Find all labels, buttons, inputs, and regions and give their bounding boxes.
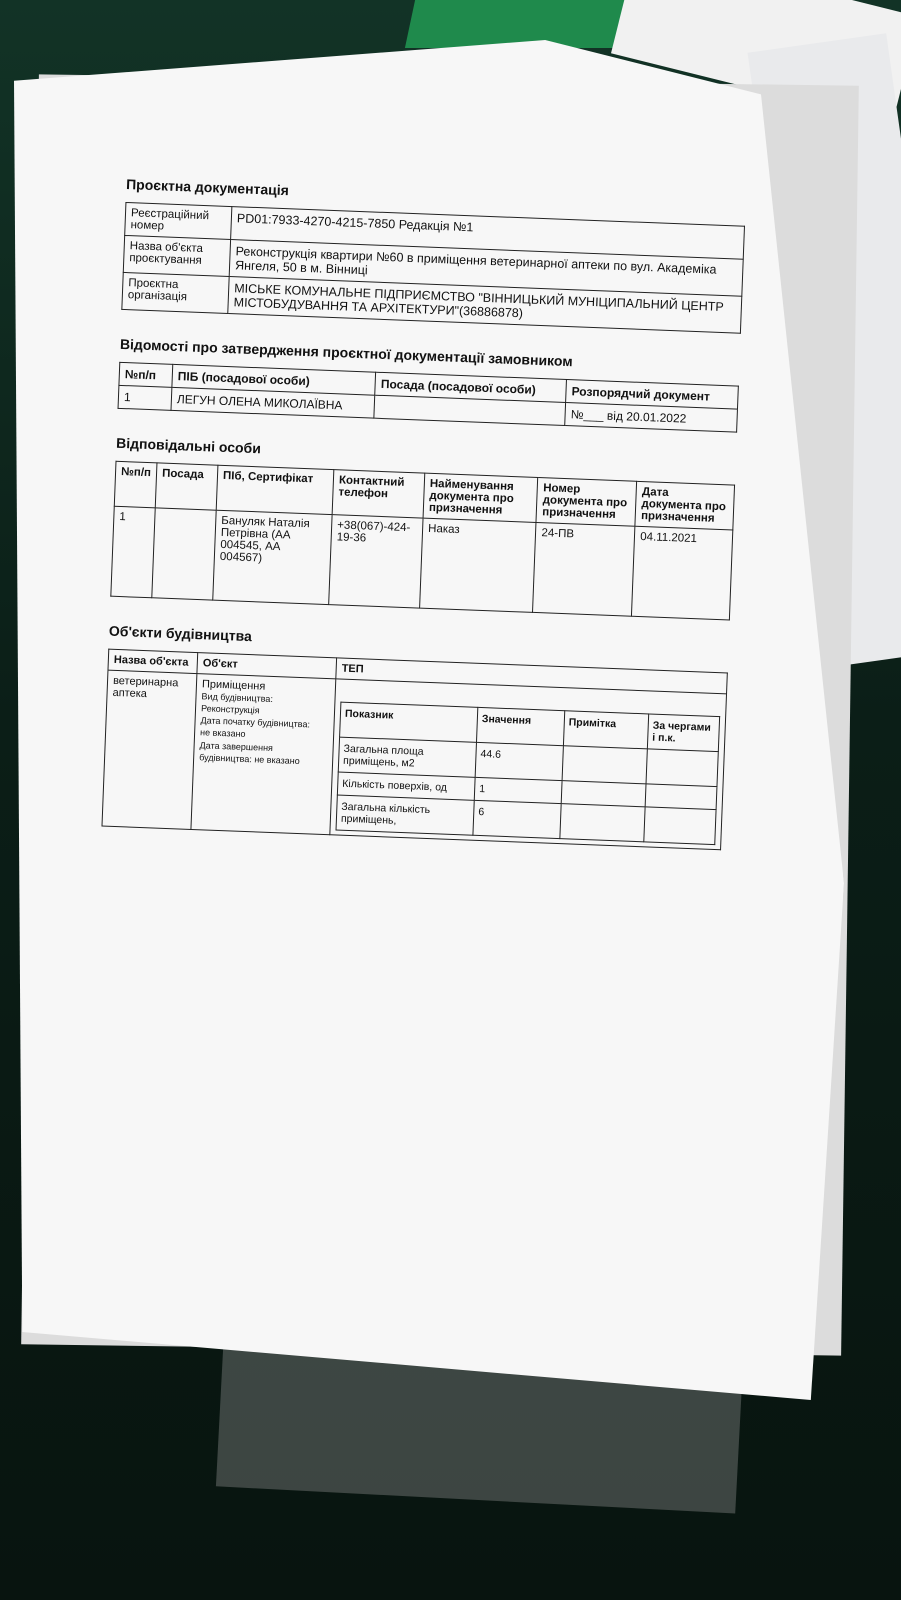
section-title-project-docs: Проєктна документація [125, 175, 290, 199]
col-name-cert: ПІб, Сертифікат [216, 465, 334, 514]
cell-note [562, 746, 647, 784]
green-folder [405, 0, 645, 48]
section-title-responsible: Відповідальні особи [115, 434, 262, 457]
cell-object [191, 674, 336, 835]
cell-value: 6 [473, 800, 561, 838]
registration-number: PD01:7933-4270-4215-7850 Редакція №1 [231, 207, 745, 260]
col-note: Примітка [563, 711, 648, 749]
col-object-name: Назва об'єкта [108, 649, 198, 673]
document-content [101, 162, 746, 850]
cell-note [561, 781, 646, 807]
cell-indicator: Кількість поверхів, од [337, 772, 475, 800]
object-line: Дата початку будівництва: [200, 715, 311, 730]
object-line: Дата завершення [199, 739, 274, 753]
col-name: ПІБ (посадової особи) [172, 364, 376, 395]
responsible-table [110, 461, 735, 621]
object-title: Приміщення [201, 678, 266, 693]
cell-note [560, 804, 645, 842]
col-doc-number: Номер документа про призначення [536, 478, 637, 527]
cell-number: 1 [118, 385, 172, 410]
cell-stage [646, 749, 718, 787]
cell-value: 44.6 [475, 742, 563, 780]
cell-stage [644, 807, 716, 845]
col-stage: За чергами і п.к. [647, 714, 719, 752]
col-object: Об'єкт [197, 653, 337, 679]
cell-position [152, 508, 216, 600]
cell-value: 1 [474, 777, 562, 803]
registration-label: Реєстраційний номер [125, 202, 232, 239]
cell-indicator: Загальна площа приміщень, м2 [338, 737, 476, 777]
table-row [102, 670, 727, 850]
col-number: №п/п [114, 461, 157, 508]
col-phone: Контактний телефон [332, 470, 425, 518]
object-name-value: Реконструкція квартири №60 в приміщення ветеринарної аптеки по вул. Академіка Янгеля, 50 в м. Вінниці [229, 240, 743, 297]
cell-object-name: ветеринарна аптека [102, 670, 197, 829]
col-document: Розпорядчий документ [566, 380, 739, 410]
col-position: Посада [155, 463, 218, 510]
col-indicator: Показник [340, 702, 478, 742]
col-value: Значення [476, 707, 564, 745]
object-name-label: Назва об'єкта проєктування [123, 235, 230, 276]
col-position: Посада (посадової особи) [375, 372, 567, 402]
cell-name: ЛЕГУН ОЛЕНА МИКОЛАЇВНА [171, 387, 375, 418]
cell-phone: +38(067)-424-19-36 [329, 515, 423, 608]
cell-indicator: Загальна кількість приміщень, [336, 795, 474, 835]
cell-name-cert: Бануляк Наталія Петрівна (АА 004545, АА 004567) [213, 510, 332, 604]
section-title-approval: Відомості про затвердження проєктної документації замовником [119, 335, 573, 370]
section-title-objects: Об'єкти будівництва [108, 622, 253, 645]
object-line: будівництва: не вказано [199, 751, 300, 766]
cell-document: №___ від 20.01.2022 [565, 403, 738, 433]
tep-table [335, 702, 720, 845]
org-label: Проєктна організація [122, 272, 229, 313]
object-line: Реконструкція [200, 703, 260, 716]
objects-table [101, 649, 727, 851]
cell-stage [645, 784, 717, 810]
object-line: Вид будівництва: [201, 691, 274, 704]
cell-number: 1 [111, 506, 155, 598]
cell-doc-number: 24-ПВ [533, 522, 635, 616]
cell-tep [330, 679, 727, 850]
object-line: не вказано [199, 727, 246, 740]
org-value: МІСЬКЕ КОМУНАЛЬНЕ ПІДПРИЄМСТВО "ВІННИЦЬКИЙ МУНІЦИПАЛЬНИЙ ЦЕНТР МІСТОБУДУВАННЯ ТА АРХІТЕКТУРИ"(36886878) [228, 277, 742, 334]
cell-doc-date: 04.11.2021 [632, 526, 733, 620]
col-doc-date: Дата документа про призначення [635, 481, 734, 530]
col-doc-name: Найменування документа про призначення [423, 473, 538, 522]
col-tep: ТЕП [336, 658, 728, 694]
cell-doc-name: Наказ [420, 518, 537, 612]
col-number: №п/п [119, 362, 173, 387]
